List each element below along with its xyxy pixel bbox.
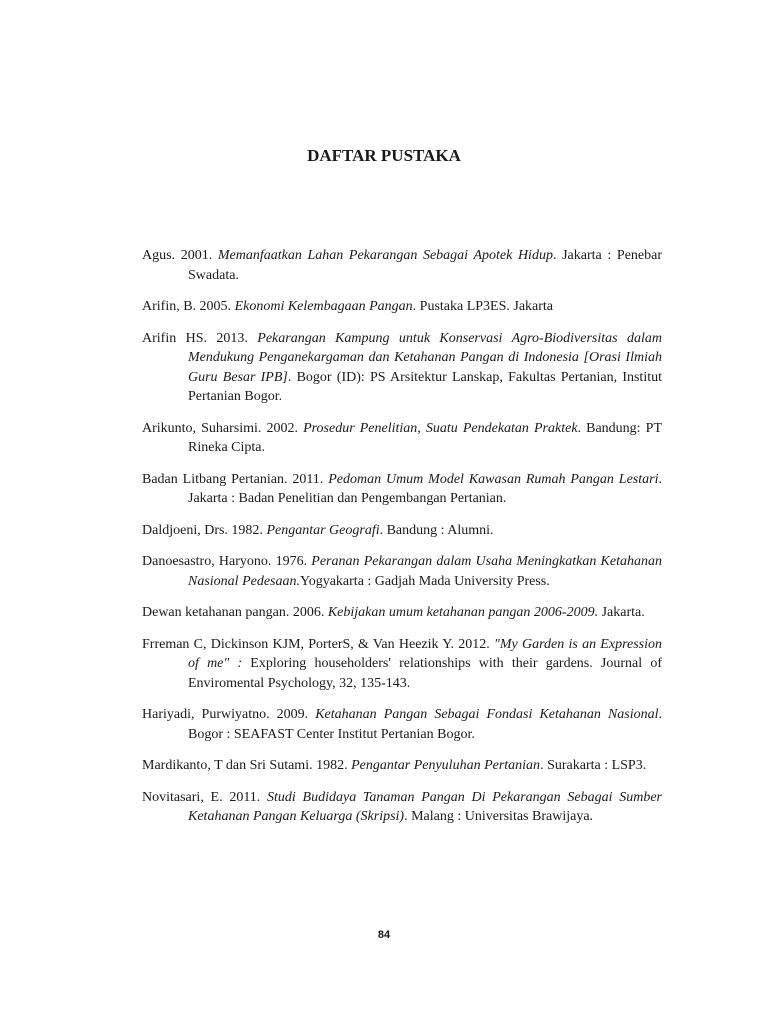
reference-title: Pengantar Penyuluhan Pertanian [351, 758, 541, 773]
reference-entry [142, 246, 662, 285]
reference-author-year: Agus. 2001. [142, 248, 218, 263]
reference-publisher: . Malang : Universitas Brawijaya. [404, 809, 594, 824]
reference-author-year: Hariyadi, Purwiyatno. 2009. [142, 707, 316, 722]
reference-author-year: Arifin, B. 2005. [142, 299, 235, 314]
reference-title: Ekonomi Kelembagaan Pangan [234, 299, 413, 314]
reference-title: Pedoman Umum Model Kawasan Rumah Pangan Lestari [328, 471, 659, 487]
reference-publisher: . Surakarta : LSP3. [540, 758, 647, 773]
reference-title: Kebijakan umum ketahanan pangan 2006-2009. [327, 605, 599, 620]
reference-title: Studi Budidaya Tanaman Pangan Di Pekarangan Sebagai Sumber Ketahanan Pangan Keluarga (Skripsi) [188, 789, 662, 824]
reference-publisher: . Bandung : Alumni. [379, 522, 494, 538]
reference-title: Pengantar Geografi [266, 522, 380, 538]
reference-publisher: Jakarta. [598, 605, 645, 620]
reference-entry [142, 603, 662, 623]
reference-entry [142, 788, 662, 827]
reference-publisher: Exploring householders' relationships with their gardens. Journal of Enviromental Psychology, 32, 135-143. [188, 656, 662, 691]
reference-publisher: . Jakarta : Badan Penelitian dan Pengembangan Pertanian. [188, 471, 662, 506]
reference-entry [142, 329, 662, 407]
reference-publisher: Yogyakarta : Gadjah Mada University Press. [300, 573, 550, 589]
reference-entry [142, 419, 662, 458]
page-number: 84 [377, 929, 391, 941]
reference-entry [142, 552, 662, 591]
reference-author-year: Daldjoeni, Drs. 1982. [142, 522, 267, 538]
reference-title: Ketahanan Pangan Sebagai Fondasi Ketahanan Nasional [315, 707, 659, 722]
reference-title: Memanfaatkan Lahan Pekarangan Sebagai Apotek Hidup [217, 248, 553, 263]
reference-title: Pekarangan Kampung untuk Konservasi Agro-Biodiversitas dalam Mendukung Penganekargaman dan Ketahanan Pangan di Indonesia [Orasi Ilmiah Guru Besar IPB] [188, 330, 662, 385]
reference-publisher: . Jakarta : Penebar Swadata. [188, 248, 662, 283]
reference-entry [142, 756, 662, 776]
reference-entry [142, 297, 662, 317]
reference-author-year: Arikunto, Suharsimi. 2002. [142, 420, 304, 436]
reference-publisher: . Pustaka LP3ES. Jakarta [412, 299, 554, 314]
reference-title: "My Garden is an Expression of me" : [188, 636, 662, 671]
reference-publisher: . Bandung: PT Rineka Cipta. [188, 420, 662, 455]
reference-publisher: . Bogor (ID): PS Arsitektur Lanskap, Fakultas Pertanian, Institut Pertanian Bogor. [188, 369, 662, 404]
reference-entry [142, 705, 662, 744]
reference-author-year: Novitasari, E. 2011. [142, 789, 268, 805]
reference-entry [142, 521, 662, 541]
reference-publisher: . Bogor : SEAFAST Center Institut Pertanian Bogor. [188, 707, 663, 742]
reference-entry [142, 470, 662, 509]
reference-author-year: Dewan ketahanan pangan. 2006. [142, 605, 328, 620]
reference-author-year: Frreman C, Dickinson KJM, PorterS, & Van Heezik Y. 2012. [142, 636, 495, 652]
reference-author-year: Mardikanto, T dan Sri Sutami. 1982. [142, 758, 352, 773]
reference-author-year: Badan Litbang Pertanian. 2011. [142, 471, 329, 487]
page-title: DAFTAR PUSTAKA [307, 146, 461, 165]
reference-author-year: Arifin HS. 2013. [142, 330, 258, 346]
reference-title: Prosedur Penelitian, Suatu Pendekatan Praktek [303, 420, 578, 436]
reference-list [142, 246, 662, 839]
reference-author-year: Danoesastro, Haryono. 1976. [142, 554, 312, 569]
reference-title: Peranan Pekarangan dalam Usaha Meningkatkan Ketahanan Nasional Pedesaan. [188, 554, 662, 589]
reference-entry [142, 635, 662, 694]
